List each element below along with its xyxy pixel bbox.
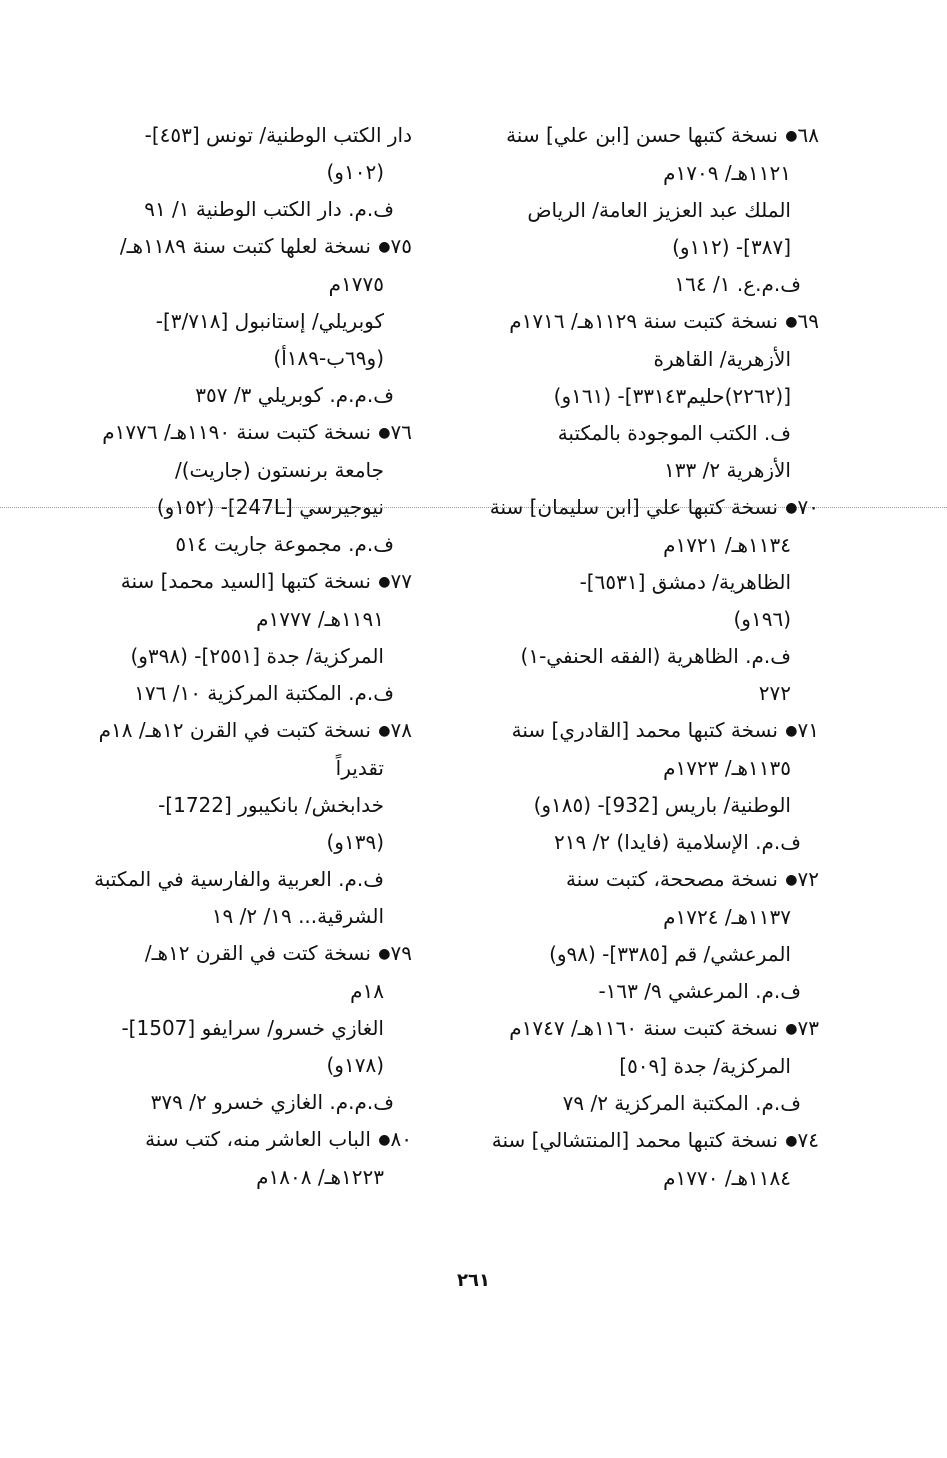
entry-line: (١٧٨و): [326, 1053, 384, 1077]
entry-line: نيوجيرسي [247L]- (١٥٢و): [156, 495, 384, 519]
entry-line: الأزهرية ٢/ ١٣٣: [664, 458, 791, 482]
entry-text: نسخة كتبها محمد [المنتشالي] سنة: [491, 1128, 778, 1152]
entry-heading: [479, 117, 819, 155]
entry-line: ف. الكتب الموجودة بالمكتبة: [557, 421, 791, 445]
entry-heading: [479, 712, 819, 750]
entry-line: ١١٨٤هـ/ ١٧٧٠م: [663, 1166, 791, 1190]
entry-line: ف.م. الظاهرية (الفقه الحنفي-١): [520, 644, 791, 668]
entry-line: (١٠٢و): [326, 160, 384, 184]
right-column: [479, 117, 819, 1197]
entry-text: نسخة كتبها محمد [القادري] سنة: [511, 718, 778, 742]
entry-line: ١٧٧٥م: [328, 272, 384, 296]
entry-text: نسخة كتت في القرن ١٢هـ/: [144, 941, 371, 965]
entry-number: ٧٠: [797, 495, 819, 519]
entry-number: ٧٤: [797, 1128, 819, 1152]
catalog-entry: [479, 303, 819, 489]
bullet-icon: ●: [378, 946, 391, 962]
entry-line: دار الكتب الوطنية/ تونس [٤٥٣]-: [144, 123, 412, 147]
catalog-reference: ف.م. دار الكتب الوطنية ١/ ٩١: [144, 197, 394, 221]
catalog-reference: ف.م. الإسلامية (فايدا) ٢/ ٢١٩: [553, 830, 801, 854]
page-number: ٢٦١: [457, 1270, 490, 1291]
catalog-reference: ف.م.ع. ١/ ١٦٤: [674, 272, 801, 296]
bullet-icon: ●: [785, 500, 798, 516]
catalog-entry: [97, 1121, 412, 1196]
entry-text: نسخة لعلها كتبت سنة ١١٨٩هـ/: [119, 234, 371, 258]
entry-line: ١٢٢٣هـ/ ١٨٠٨م: [256, 1165, 384, 1189]
entry-line: [٣٨٧]- (١١٢و): [672, 235, 791, 259]
catalog-entry: [97, 414, 412, 563]
entry-line: ١٨م: [350, 979, 384, 1003]
entry-heading: [97, 712, 412, 750]
entry-number: ٨٠: [390, 1127, 412, 1151]
bullet-icon: ●: [378, 239, 391, 255]
entry-heading: [97, 1121, 412, 1159]
entry-heading: [97, 414, 412, 452]
bullet-icon: ●: [785, 314, 798, 330]
entry-number: ٦٩: [797, 309, 819, 333]
catalog-entry: [97, 563, 412, 712]
entry-line: ١١٢١هـ/ ١٧٠٩م: [663, 161, 791, 185]
entry-line: ١١٩١هـ/ ١٧٧٧م: [256, 607, 384, 631]
catalog-entry: [97, 935, 412, 1121]
entry-line: الملك عبد العزيز العامة/ الرياض: [527, 198, 791, 222]
entry-text: نسخة كتبت سنة ١١٢٩هـ/ ١٧١٦م: [509, 309, 778, 333]
entry-line: الوطنية/ باريس [932]- (١٨٥و): [533, 793, 791, 817]
entry-text: نسخة كتبت في القرن ١٢هـ/ ١٨م: [98, 718, 371, 742]
entry-heading: [479, 1010, 819, 1048]
entry-line: ٢٧٢: [758, 681, 791, 705]
bullet-icon: ●: [785, 723, 798, 739]
entry-line: (و٦٩ب-١٨٩أ): [273, 346, 384, 370]
entry-line: خدابخش/ بانكيبور [1722]-: [158, 793, 384, 817]
catalog-reference: ف.م. المكتبة المركزية ١٠/ ١٧٦: [134, 681, 394, 705]
entry-number: ٧٧: [390, 569, 412, 593]
entry-line: ١١٣٥هـ/ ١٧٢٣م: [663, 756, 791, 780]
entry-text: نسخة كتبت سنة ١١٦٠هـ/ ١٧٤٧م: [509, 1016, 778, 1040]
entry-heading: [479, 489, 819, 527]
entry-heading: [479, 303, 819, 341]
entry-number: ٧٥: [390, 234, 412, 258]
entry-line: [(٢٢٦٢)حليم٣٣١٤٣]- (١٦١و): [553, 384, 791, 408]
entry-line: ١١٣٧هـ/ ١٧٢٤م: [663, 905, 791, 929]
catalog-entry: [94, 712, 412, 935]
catalog-entry: [479, 1122, 819, 1197]
catalog-reference: ف.م.م. الغازي خسرو ٢/ ٣٧٩: [150, 1090, 394, 1114]
bullet-icon: ●: [378, 574, 391, 590]
left-column: [94, 117, 412, 1196]
entry-text: نسخة مصححة، كتبت سنة: [566, 867, 778, 891]
entry-text: نسخة كتبت سنة ١١٩٠هـ/ ١٧٧٦م: [102, 420, 371, 444]
catalog-reference: ف.م. مجموعة جاريت ٥١٤: [175, 532, 394, 556]
entry-line: المركزية/ جدة [٥٠٩]: [619, 1054, 791, 1078]
bullet-icon: ●: [785, 872, 798, 888]
catalog-reference: ف.م. المكتبة المركزية ٢/ ٧٩: [562, 1091, 801, 1115]
entry-line: ف.م. العربية والفارسية في المكتبة: [94, 867, 384, 891]
catalog-entry: [479, 117, 819, 303]
entry-line: ١١٣٤هـ/ ١٧٢١م: [663, 533, 791, 557]
bullet-icon: ●: [785, 128, 798, 144]
entry-text: نسخة كتبها [السيد محمد] سنة: [120, 569, 371, 593]
bullet-icon: ●: [378, 723, 391, 739]
catalog-reference: ف.م.م. كوبريلي ٣/ ٣٥٧: [195, 383, 394, 407]
entry-heading: [479, 861, 819, 899]
entry-text: الباب العاشر منه، كتب سنة: [145, 1127, 371, 1151]
entry-number: ٧٣: [797, 1016, 819, 1040]
entry-line: (١٣٩و): [326, 830, 384, 854]
entry-line: الغازي خسرو/ سرايفو [1507]-: [121, 1016, 384, 1040]
entry-number: ٧٢: [797, 867, 819, 891]
entry-line: (١٩٦و): [733, 607, 791, 631]
bullet-icon: ●: [785, 1133, 798, 1149]
catalog-entry: [479, 489, 819, 712]
bullet-icon: ●: [378, 425, 391, 441]
entry-heading: [97, 563, 412, 601]
entry-number: ٧٩: [390, 941, 412, 965]
catalog-reference: ف.م. المرعشي ٩/ ١٦٣-: [598, 979, 801, 1003]
catalog-entry: [479, 1010, 819, 1122]
entry-number: ٦٨: [797, 123, 819, 147]
bullet-icon: ●: [785, 1021, 798, 1037]
entry-number: ٧٦: [390, 420, 412, 444]
entry-line: جامعة برنستون (جاريت)/: [175, 458, 384, 482]
entry-line: المرعشي/ قم [٣٣٨٥]- (٩٨و): [549, 942, 791, 966]
entry-line: كوبريلي/ إستانبول [٣/٧١٨]-: [155, 309, 384, 333]
entry-number: ٧٨: [390, 718, 412, 742]
entry-line: تقديراً: [335, 756, 384, 780]
entry-text: نسخة كتبها حسن [ابن علي] سنة: [506, 123, 778, 147]
entry-line: الظاهرية/ دمشق [٦٥٣١]-: [579, 570, 791, 594]
entry-heading: [97, 228, 412, 266]
entry-line: المركزية/ جدة [٢٥٥١]- (٣٩٨و): [130, 644, 384, 668]
entry-line: الشرقية... ١٩/ ٢/ ١٩: [211, 904, 384, 928]
entry-heading: [97, 935, 412, 973]
catalog-entry: [97, 117, 412, 228]
catalog-entry: [479, 861, 819, 1010]
entry-heading: [479, 1122, 819, 1160]
entry-text: نسخة كتبها علي [ابن سليمان] سنة: [489, 495, 778, 519]
bullet-icon: ●: [378, 1132, 391, 1148]
entry-number: ٧١: [797, 718, 819, 742]
entry-line: الأزهرية/ القاهرة: [653, 347, 791, 371]
catalog-entry: [479, 712, 819, 861]
catalog-entry: [97, 228, 412, 414]
